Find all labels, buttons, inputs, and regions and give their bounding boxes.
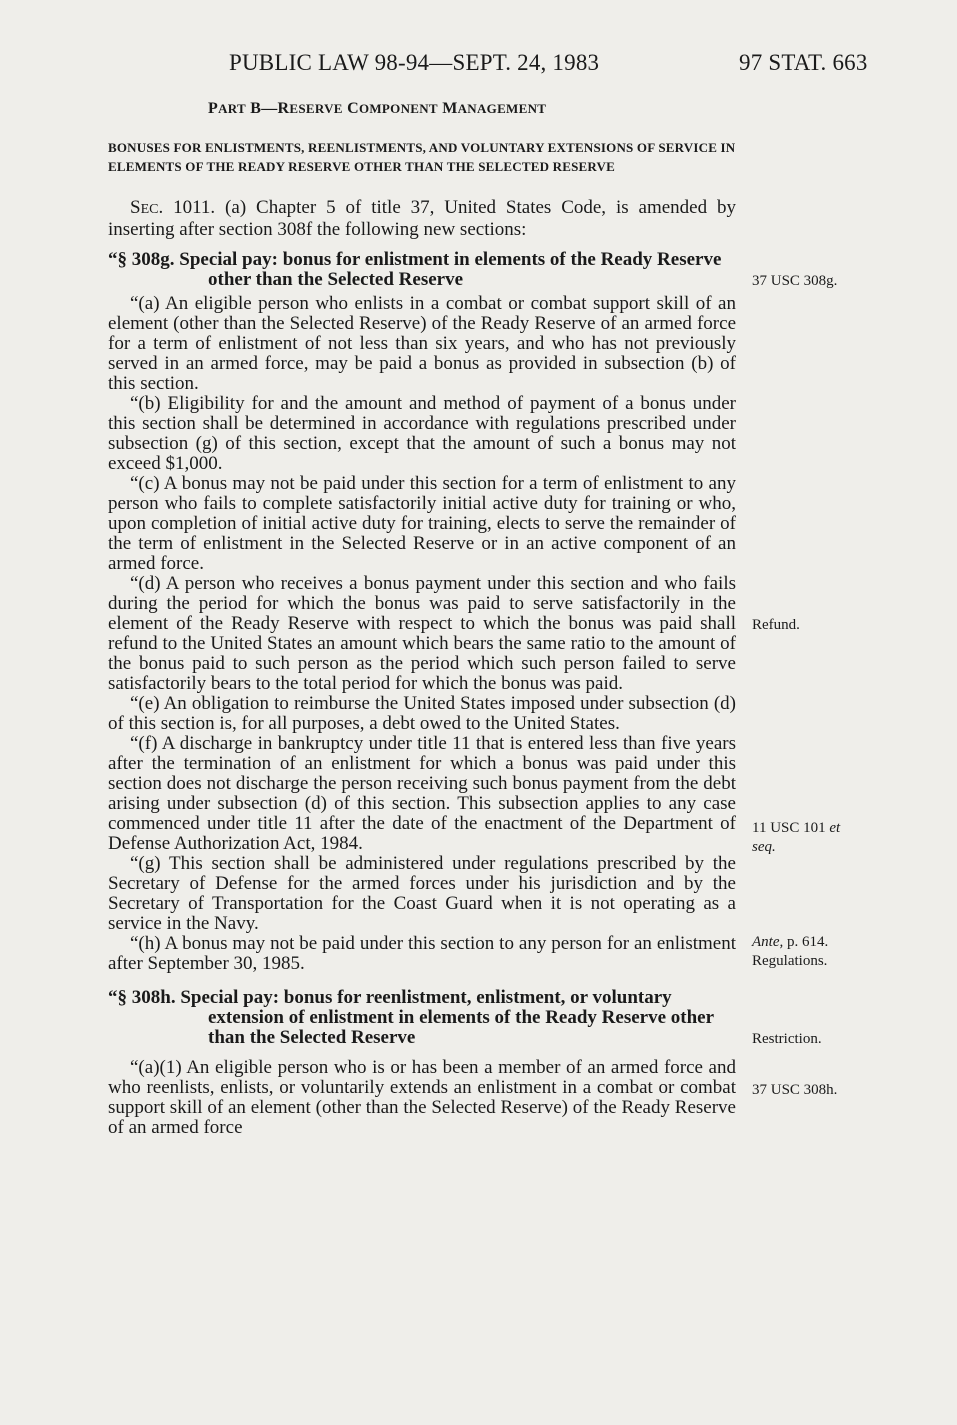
paragraph-308g-f: “(f) A discharge in bankruptcy under title 11 that is entered less than five years after the termination of an enlistment for which a bonus was paid under this section does not discharge the person receiving such bonus payment from the debt arising under subsection (d) of this section. This subsection applies to any case commenced under title 11 after the date of the enactment of the Department of Defense Authorization Act, 1984.	[108, 733, 736, 854]
main-text	[108, 100, 736, 1138]
margin-note-ante: Ante, p. 614.	[752, 934, 829, 950]
section-308g-heading: “§ 308g. Special pay: bonus for enlistment in elements of the Ready Reserve other than the Selected Reserve	[108, 249, 722, 290]
page-header	[0, 50, 957, 80]
margin-note-regulations: Regulations.	[752, 953, 828, 969]
paragraph-308g-d: “(d) A person who receives a bonus payment under this section and who fails during the period for which the bonus was paid to serve satisfactorily in the element of the Ready Reserve with respect to which the bonus was paid shall refund to the United States an amount which bears the same ratio to the amount of the bonus paid to such person as the period which such person failed to serve satisfactorily bears to the total period for which the bonus was paid.	[108, 573, 736, 694]
stat-page-number: 97 STAT. 663	[739, 50, 868, 75]
paragraph-308g-a: “(a) An eligible person who enlists in a combat or combat support skill of an element (other than the Selected Reserve) of the Ready Reserve of an armed force for a term of enlistment of not less than six years, and who has not previously served in an armed force, may be paid a bonus as provided in subsection (b) of this section.	[108, 293, 736, 394]
paragraph-308g-c: “(c) A bonus may not be paid under this section for a term of enlistment to any person who fails to complete satisfactorily initial active duty for training or who, upon completion of initial active duty for training, elects to serve the remainder of the term of enlistment in the Selected Reserve or in an active component of an armed force.	[108, 473, 736, 574]
page-title: PUBLIC LAW 98-94—SEPT. 24, 1983	[229, 50, 600, 75]
margin-note-37usc308g: 37 USC 308g.	[752, 273, 838, 289]
margin-note-restriction: Restriction.	[752, 1031, 822, 1047]
paragraph-308g-b: “(b) Eligibility for and the amount and method of payment of a bonus under this section shall be determined in accordance with regulations prescribed under subsection (g) of this section, except that the amount of such a bonus may not exceed $1,000.	[108, 393, 736, 474]
section-intro: SEC. 1011. (a) Chapter 5 of title 37, United States Code, is amended by inserting after section 308f the following new sections:	[108, 197, 736, 240]
paragraph-308g-g: “(g) This section shall be administered under regulations prescribed by the Secretary of Defense for the armed forces under his jurisdiction and by the Secretary of Transportation for the Coast Guard when it is not operating as a service in the Navy.	[108, 853, 736, 934]
paragraph-308g-h: “(h) A bonus may not be paid under this section to any person for an enlistment after September 30, 1985.	[108, 933, 736, 974]
part-heading: PART B—RESERVE COMPONENT MANAGEMENT	[208, 100, 547, 117]
margin-note-37usc308h: 37 USC 308h.	[752, 1082, 838, 1098]
paragraph-308h-a1: “(a)(1) An eligible person who is or has been a member of an armed force and who reenlists, enlists, or voluntarily extends an enlistment in a combat or combat support skill of an element (other than the Selected Reserve) of the Ready Reserve of an armed force	[108, 1057, 736, 1138]
margin-note-refund: Refund.	[752, 617, 800, 633]
subheading: BONUSES FOR ENLISTMENTS, REENLISTMENTS, AND VOLUNTARY EXTENSIONS OF SERVICE IN ELEMENTS OF THE READY RESERVE OTHER THAN THE SELECTED RESERVE	[108, 140, 736, 174]
margin-note-11usc101: 11 USC 101 et seq.	[752, 820, 841, 855]
paragraph-308g-e: “(e) An obligation to reimburse the United States imposed under subsection (d) of this section is, for all purposes, a debt owed to the United States.	[108, 693, 736, 734]
section-308h-heading: “§ 308h. Special pay: bonus for reenlistment, enlistment, or voluntary extension of enlistment in elements of the Ready Reserve other than the Selected Reserve	[108, 987, 714, 1048]
